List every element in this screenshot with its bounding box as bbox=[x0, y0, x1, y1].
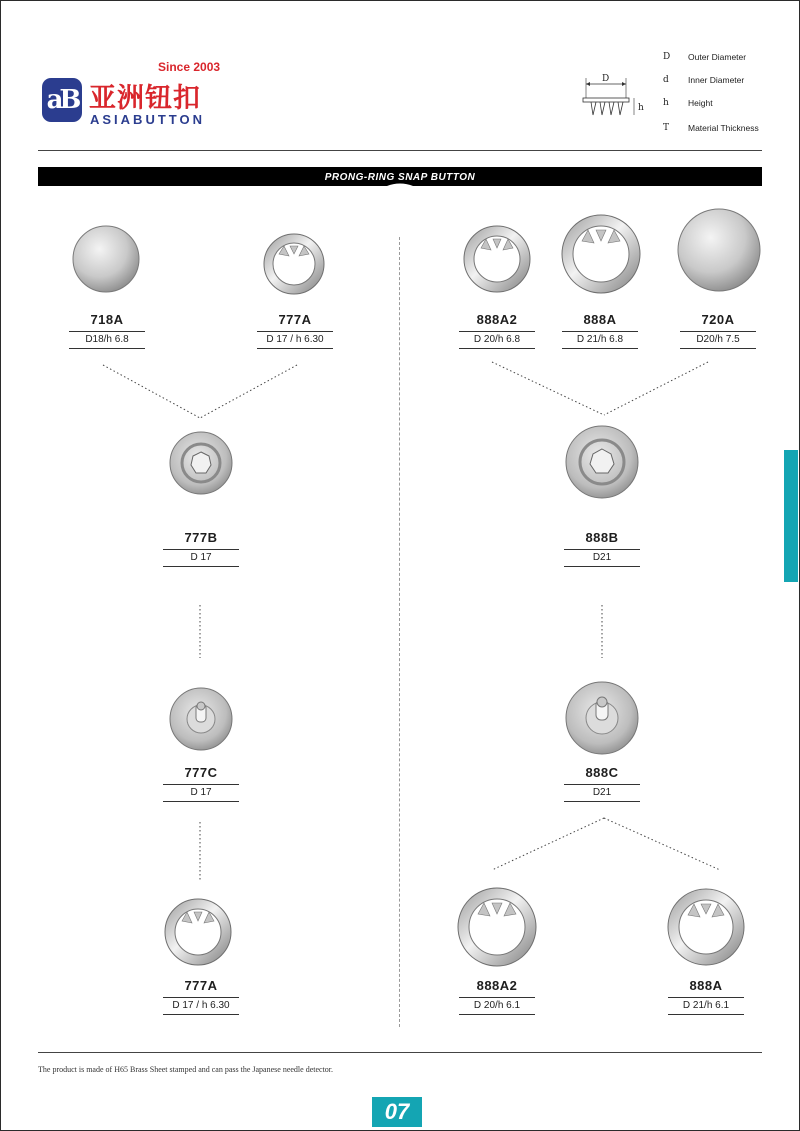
logo-english-name: ASIABUTTON bbox=[90, 112, 205, 127]
prong-ring-888a2-bottom-image bbox=[456, 886, 538, 968]
column-divider bbox=[399, 237, 400, 1027]
cap-button-718a-image bbox=[72, 225, 140, 293]
product-code: 777C bbox=[184, 765, 218, 780]
stud-777c-image bbox=[168, 686, 234, 752]
cap-button-720a-image bbox=[677, 208, 761, 292]
product-718a bbox=[62, 312, 152, 349]
product-code: 777B bbox=[184, 530, 218, 545]
diagram-outer-label: D bbox=[602, 74, 610, 84]
socket-777b-image bbox=[168, 430, 234, 496]
product-code: 777A bbox=[184, 978, 218, 993]
product-spec: D 17 bbox=[163, 549, 239, 567]
product-spec: D 17 / h 6.30 bbox=[163, 997, 239, 1015]
legend-text: Material Thickness bbox=[688, 123, 759, 133]
product-spec: D20/h 7.5 bbox=[680, 331, 756, 349]
legend-text: Inner Diameter bbox=[688, 75, 745, 85]
product-code: 888A2 bbox=[476, 978, 518, 993]
legend-row bbox=[663, 98, 800, 112]
product-888c bbox=[557, 765, 647, 802]
logo-chinese-name: 亚洲钮扣 bbox=[89, 83, 201, 114]
product-777a-bottom bbox=[156, 978, 246, 1015]
product-spec: D 17 bbox=[163, 784, 239, 802]
product-720a bbox=[673, 312, 763, 349]
socket-888b-image bbox=[564, 424, 640, 500]
product-888a2-top bbox=[452, 312, 542, 349]
brand-logo-icon: aB bbox=[42, 78, 82, 122]
product-777b bbox=[156, 530, 246, 567]
prong-ring-777a-image bbox=[262, 232, 326, 296]
product-spec: D 21/h 6.8 bbox=[562, 331, 638, 349]
prong-ring-888a-image bbox=[560, 213, 642, 295]
legend-text: Outer Diameter bbox=[688, 52, 747, 62]
product-spec: D21 bbox=[564, 784, 640, 802]
product-code: 718A bbox=[90, 312, 124, 327]
legend-symbol: d bbox=[663, 75, 669, 85]
legend-text: Height bbox=[688, 98, 713, 108]
product-888a-bottom bbox=[661, 978, 751, 1015]
prong-ring-888a2-image bbox=[462, 224, 532, 294]
product-888a2-bottom bbox=[452, 978, 542, 1015]
product-code: 720A bbox=[701, 312, 735, 327]
page-number: 07 bbox=[372, 1097, 422, 1127]
product-spec: D 21/h 6.1 bbox=[668, 997, 744, 1015]
legend-symbol: h bbox=[663, 98, 669, 108]
prong-ring-888a-bottom-image bbox=[666, 887, 746, 967]
product-code: 777A bbox=[278, 312, 312, 327]
product-spec: D 17 / h 6.30 bbox=[257, 331, 333, 349]
side-tab-marker bbox=[784, 450, 798, 582]
product-777a-top bbox=[250, 312, 340, 349]
product-spec: D18/h 6.8 bbox=[69, 331, 145, 349]
header-divider bbox=[38, 150, 762, 151]
logo-since-text: Since 2003 bbox=[158, 60, 221, 74]
product-888a-top bbox=[555, 312, 645, 349]
legend-symbol: D bbox=[663, 52, 671, 62]
product-spec: D 20/h 6.8 bbox=[459, 331, 535, 349]
footer-divider bbox=[38, 1052, 762, 1053]
prong-ring-777a-bottom-image bbox=[163, 897, 233, 967]
dimension-diagram bbox=[578, 70, 648, 120]
product-code: 888A2 bbox=[476, 312, 518, 327]
product-spec: D21 bbox=[564, 549, 640, 567]
footnote: The product is made of H65 Brass Sheet stamped and can pass the Japanese needle detector. bbox=[38, 1065, 334, 1074]
diagram-height-label: h bbox=[638, 103, 644, 113]
section-title: PRONG-RING SNAP BUTTON bbox=[324, 172, 476, 183]
legend-symbol: T bbox=[663, 123, 670, 133]
legend-row bbox=[663, 52, 800, 66]
product-code: 888B bbox=[585, 530, 619, 545]
product-777c bbox=[156, 765, 246, 802]
stud-888c-image bbox=[564, 680, 640, 756]
product-code: 888A bbox=[689, 978, 723, 993]
product-code: 888A bbox=[583, 312, 617, 327]
product-spec: D 20/h 6.1 bbox=[459, 997, 535, 1015]
product-code: 888C bbox=[585, 765, 619, 780]
legend-row bbox=[663, 75, 800, 89]
product-888b bbox=[557, 530, 647, 567]
legend-row bbox=[663, 123, 800, 137]
